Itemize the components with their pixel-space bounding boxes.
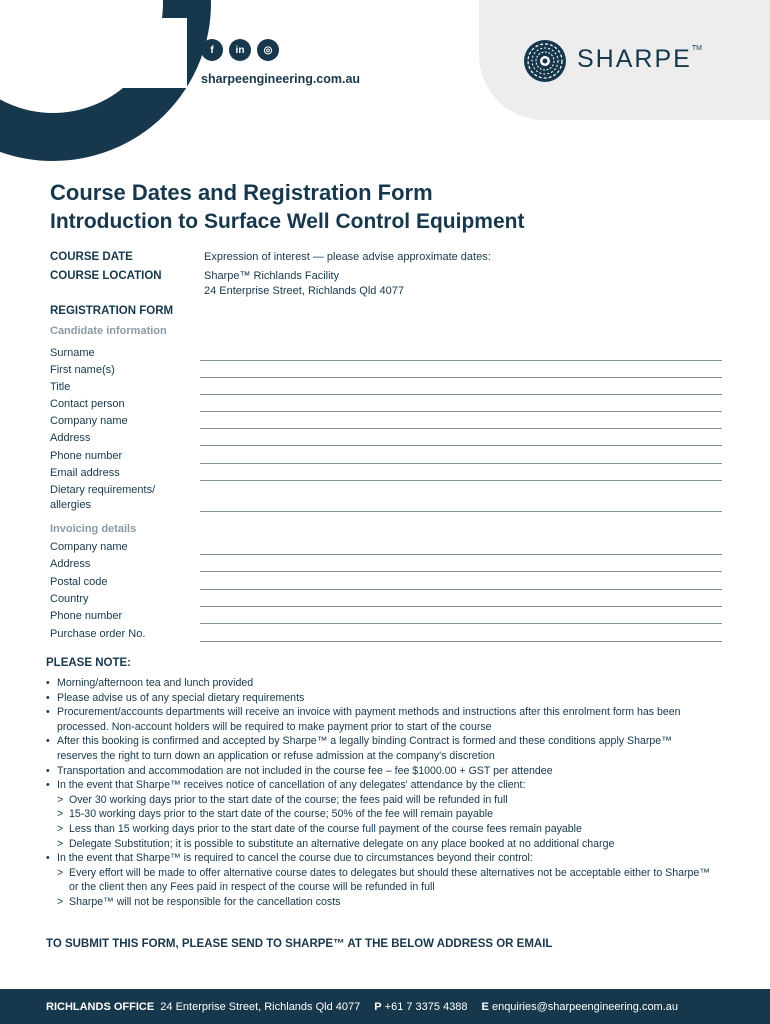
note-subitem: > Every effort will be made to offer alternative course dates to delegates but should these alternatives not be acceptable either to Sharpe™ or the client then any Fees paid in respect of the course will be refunded in full [46,866,711,895]
company-name-field[interactable] [200,428,722,429]
email-label: E [481,1000,489,1013]
email-address-field[interactable] [200,480,722,481]
field-label-purchase-order: Purchase order No. [50,628,146,640]
field-label-company-name: Company name [50,415,128,427]
submit-instruction: TO SUBMIT THIS FORM, PLEASE SEND TO SHARPE™ AT THE BELOW ADDRESS OR EMAIL [46,938,553,950]
field-label-invoice-address: Address [50,558,91,570]
office-address: 24 Enterprise Street, Richlands Qld 4077 [160,1000,361,1013]
linkedin-icon[interactable]: in [229,39,251,61]
note-item: • Procurement/accounts departments will receive an invoice with payment methods and instructions after this enrolment form has been processed. Non-account holders will be required to make payment prior to start of the course [46,705,711,734]
field-label-title: Title [50,381,71,393]
field-label-contact-person: Contact person [50,398,125,410]
course-date-label: COURSE DATE [50,251,133,263]
logo-tm: TM [691,45,702,52]
note-subitem: > 15-30 working days prior to the start date of the course; 50% of the fee will remain payable [46,807,711,822]
sharpe-logo-icon [522,38,568,84]
phone-number[interactable]: +61 7 3375 4388 [384,1000,468,1013]
candidate-heading: Candidate information [50,325,167,337]
social-links [201,39,279,61]
field-label-first-names: First name(s) [50,364,115,376]
invoice-phone-field[interactable] [200,623,722,624]
phone-number-field[interactable] [200,463,722,464]
purchase-order-field[interactable] [200,641,722,642]
page-subtitle: Introduction to Surface Well Control Equipment [50,210,525,233]
note-item: • Transportation and accommodation are not included in the course fee – fee $1000.00 + GST per attendee [46,764,711,779]
note-subitem: > Less than 15 working days prior to the start date of the course full payment of the course fees remain payable [46,822,711,837]
course-location-line2: 24 Enterprise Street, Richlands Qld 4077 [204,285,404,297]
note-subitem: > Over 30 working days prior to the start date of the course; the fees paid will be refunded in full [46,793,711,808]
decorative-ring-notch [105,18,187,88]
note-subitem: > Delegate Substitution; it is possible to substitute an alternative delegate on any place booked at no additional charge [46,837,711,852]
email-link[interactable]: enquiries@sharpeengineering.com.au [491,1000,679,1013]
note-item: • After this booking is confirmed and accepted by Sharpe™ a legally binding Contract is formed and these conditions apply Sharpe™ reserves the right to turn down an application or refuse admission at the company's discretion [46,734,711,763]
surname-field[interactable] [200,360,722,361]
instagram-icon[interactable]: ◎ [257,39,279,61]
logo-wordmark [577,45,702,74]
first-names-field[interactable] [200,377,722,378]
country-field[interactable] [200,606,722,607]
note-subitem: > Sharpe™ will not be responsible for the cancellation costs [46,895,711,910]
address-field[interactable] [200,445,722,446]
note-item: • Please advise us of any special dietary requirements [46,691,711,706]
page-title: Course Dates and Registration Form [50,180,433,205]
postal-code-field[interactable] [200,589,722,590]
facebook-icon[interactable]: f [201,39,223,61]
course-date-value: Expression of interest — please advise approximate dates: [204,251,491,263]
phone-label: P [374,1000,382,1013]
title-field[interactable] [200,394,722,395]
field-label-dietary-line2: allergies [50,499,91,511]
logo-word-text: SHARPE [577,45,692,73]
footer-bar [0,989,770,1024]
field-label-email-address: Email address [50,467,120,479]
field-label-phone-number: Phone number [50,450,123,462]
field-label-invoice-phone: Phone number [50,610,123,622]
field-label-address: Address [50,432,91,444]
please-note-heading: PLEASE NOTE: [46,657,131,669]
office-label: RICHLANDS OFFICE [46,1000,155,1013]
note-item: • In the event that Sharpe™ receives notice of cancellation of any delegates' attendance by the client: [46,778,711,793]
invoicing-heading: Invoicing details [50,523,137,535]
note-item: • Morning/afternoon tea and lunch provided [46,676,711,691]
website-link[interactable]: sharpeengineering.com.au [201,72,361,86]
invoice-company-name-field[interactable] [200,554,722,555]
invoice-address-field[interactable] [200,571,722,572]
field-label-dietary-line1: Dietary requirements/ [50,484,156,496]
dietary-requirements-field[interactable] [200,511,722,512]
course-location-label: COURSE LOCATION [50,270,162,282]
course-location-line1: Sharpe™ Richlands Facility [204,270,340,282]
field-label-country: Country [50,593,89,605]
field-label-surname: Surname [50,347,95,359]
field-label-invoice-company-name: Company name [50,541,128,553]
registration-heading: REGISTRATION FORM [50,305,174,317]
note-item: • In the event that Sharpe™ is required to cancel the course due to circumstances beyond their control: [46,851,711,866]
field-label-postal-code: Postal code [50,576,108,588]
notes-list [46,676,711,910]
contact-person-field[interactable] [200,411,722,412]
